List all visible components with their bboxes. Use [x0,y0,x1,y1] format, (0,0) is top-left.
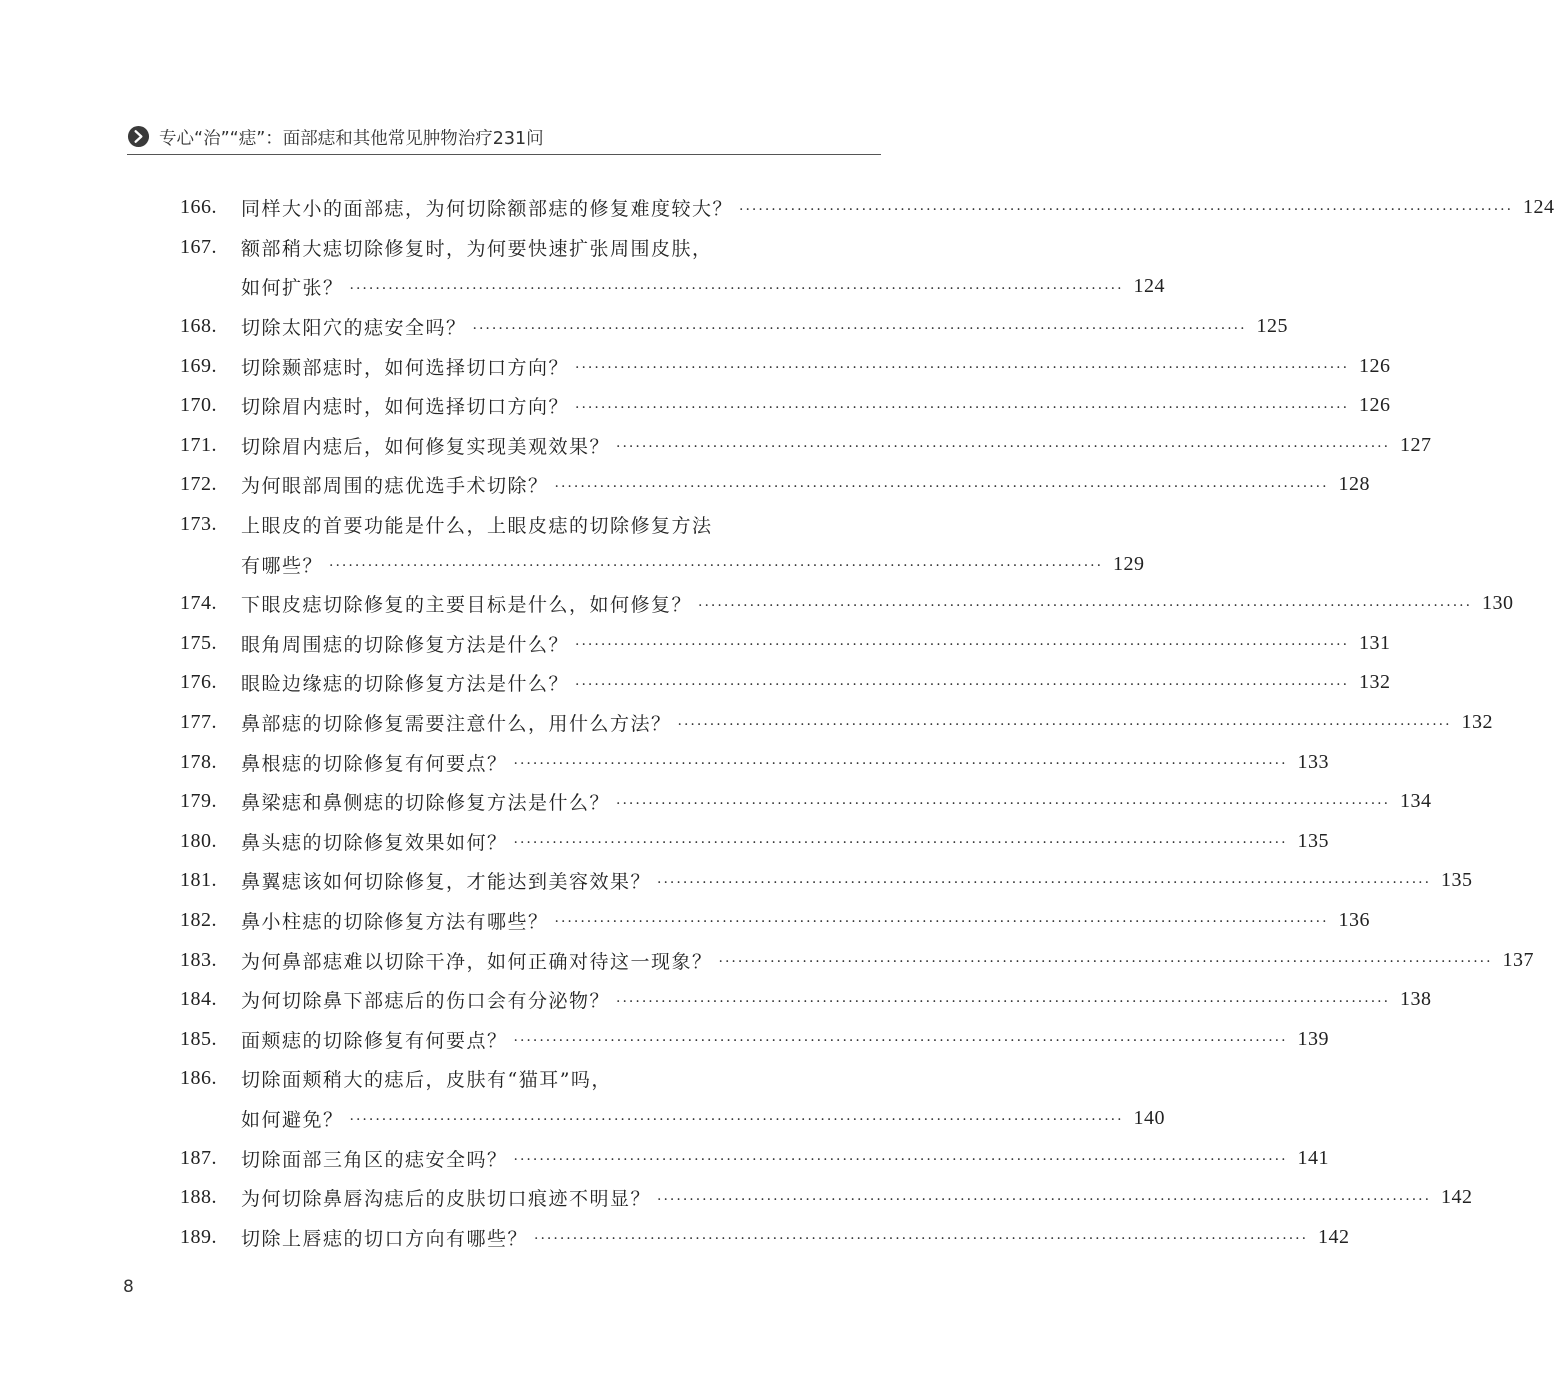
toc-entry-line[interactable] [180,465,1371,505]
toc-entry-title: 为何鼻部痣难以切除干净，如何正确对待这一现象？ [241,950,713,973]
toc-entry-title: 切除太阳穴的痣安全吗？ [241,317,467,340]
dot-leader: ························································································································ [575,637,1350,654]
toc-entry-title: 额部稍大痣切除修复时，为何要快速扩张周围皮肤， [241,237,713,260]
toc-entry-page: 125 [1256,315,1289,338]
toc-entry-line[interactable] [180,1019,1330,1059]
toc-entry-number: 178. [180,750,217,773]
toc-entry-page: 142 [1441,1186,1473,1209]
toc-entry-number: 184. [180,988,217,1011]
toc-entry-number: 166. [180,196,217,219]
toc-entry-number: 179. [180,790,217,813]
toc-entry-line[interactable] [180,346,1391,386]
toc-entry-line[interactable] [180,980,1432,1020]
toc-entry-line[interactable] [180,822,1330,862]
toc-entry-title: 上眼皮的首要功能是什么，上眼皮痣的切除修复方法 [241,515,713,538]
dot-leader: ························································································································ [554,478,1329,495]
dot-leader: ························································································································ [616,439,1391,456]
toc-entry-number: 188. [180,1186,217,1209]
dot-leader: ························································································································ [657,874,1432,891]
toc-entry-title: 下眼皮痣切除修复的主要目标是什么，如何修复？ [241,594,693,617]
toc-entry-title: 切除面颊稍大的痣后，皮肤有“猫耳”吗， [241,1069,612,1092]
toc-entry-title: 鼻部痣的切除修复需要注意什么，用什么方法？ [241,713,672,736]
toc-entry-line[interactable] [180,188,1555,228]
toc-entry-page: 124 [1133,275,1166,298]
book-title: 专心“治”“痣”：面部痣和其他常见肿物治疗231问 [159,129,544,149]
toc-entry-number: 180. [180,829,217,852]
toc-entry-line[interactable] [180,1178,1473,1218]
toc-entry-title: 面颊痣的切除修复有何要点？ [241,1029,508,1052]
toc-entry-page: 137 [1502,948,1535,971]
toc-entry-line[interactable] [180,861,1473,901]
toc-entry-title: 同样大小的面部痣，为何切除额部痣的修复难度较大？ [241,198,734,221]
dot-leader: ························································································································ [616,993,1391,1010]
toc-entry-number: 185. [180,1027,217,1050]
dot-leader: ························································································································ [677,716,1452,733]
toc-entry-line[interactable] [180,1217,1350,1257]
toc-entry-page: 140 [1133,1106,1166,1129]
dot-leader: ························································································································ [472,320,1247,337]
toc-entry-page: 134 [1400,790,1432,813]
toc-entry-page: 139 [1297,1027,1330,1050]
toc-entry-line[interactable] [180,1138,1330,1178]
toc-entry-number: 167. [180,235,217,258]
toc-entry-number: 173. [180,513,217,536]
dot-leader: ························································································································ [534,1231,1309,1248]
toc-entry-title: 为何眼部周围的痣优选手术切除？ [241,475,549,498]
dot-leader: ························································································································ [513,835,1288,852]
toc-entry-page: 130 [1482,592,1514,615]
toc-entry-line[interactable] [180,584,1514,624]
page-number: 8 [123,1277,134,1297]
toc-entry-page: 132 [1359,671,1391,694]
toc-entry-line[interactable] [180,544,1145,584]
dot-leader: ························································································································ [698,597,1473,614]
toc-entry-number: 182. [180,908,217,931]
toc-entry-title: 如何扩张？ [241,277,344,300]
toc-entry-title: 切除眉内痣后，如何修复实现美观效果？ [241,435,611,458]
dot-leader: ························································································································ [349,280,1124,297]
toc-entry-title: 鼻小柱痣的切除修复方法有哪些？ [241,910,549,933]
toc-entry-page: 128 [1338,473,1371,496]
toc-entry-title: 切除颞部痣时，如何选择切口方向？ [241,356,570,379]
toc-entry-page: 124 [1523,196,1555,219]
toc-entry-line[interactable] [180,703,1494,743]
toc-entry-line[interactable] [180,267,1166,307]
toc-entry-number: 168. [180,315,217,338]
toc-entry-title: 切除面部三角区的痣安全吗？ [241,1148,508,1171]
dot-leader: ························································································································ [616,795,1391,812]
toc-entry-number: 170. [180,394,217,417]
toc-entry-title: 鼻梁痣和鼻侧痣的切除修复方法是什么？ [241,792,611,815]
dot-leader: ························································································································ [513,1152,1288,1169]
running-header [127,124,881,155]
toc-entry-page: 131 [1359,631,1391,654]
toc-entry-title: 眼睑边缘痣的切除修复方法是什么？ [241,673,570,696]
dot-leader: ························································································································ [575,676,1350,693]
toc-entry-line[interactable] [180,228,880,268]
toc-entry-title: 切除眉内痣时，如何选择切口方向？ [241,396,570,419]
toc-entry-line[interactable] [180,940,1535,980]
toc-entry-page: 132 [1461,711,1494,734]
toc-entry-line[interactable] [180,505,880,545]
dot-leader: ························································································································ [575,399,1350,416]
toc-entry-number: 181. [180,869,217,892]
toc-entry-title: 眼角周围痣的切除修复方法是什么？ [241,633,570,656]
dot-leader: ························································································································ [718,954,1493,971]
toc-entry-title: 鼻翼痣该如何切除修复，才能达到美容效果？ [241,871,652,894]
toc-entry-number: 189. [180,1225,217,1248]
toc-entry-title: 为何切除鼻唇沟痣后的皮肤切口痕迹不明显？ [241,1188,652,1211]
toc-entry-line[interactable] [180,1059,880,1099]
toc-entry-line[interactable] [180,307,1289,347]
toc-entry-page: 127 [1400,433,1432,456]
toc-entry-line[interactable] [180,742,1330,782]
toc-entry-title: 有哪些？ [241,554,324,577]
toc-entry-line[interactable] [180,386,1391,426]
toc-entry-number: 183. [180,948,217,971]
toc-entry-line[interactable] [180,426,1432,466]
toc-entry-number: 174. [180,592,217,615]
toc-entry-page: 138 [1400,988,1432,1011]
toc-entry-line[interactable] [180,624,1391,664]
toc-entry-page: 136 [1338,908,1371,931]
dot-leader: ························································································································ [513,756,1288,773]
toc-entry-page: 135 [1441,869,1473,892]
toc-entry-page: 133 [1297,750,1330,773]
toc-entry-title: 如何避免？ [241,1108,344,1131]
toc-entry-number: 169. [180,354,217,377]
toc-entry-line[interactable] [180,901,1371,941]
toc-entry-number: 175. [180,631,217,654]
toc-entry-title: 鼻根痣的切除修复有何要点？ [241,752,508,775]
toc-entry-line[interactable] [180,663,1391,703]
toc-entry-page: 135 [1297,829,1330,852]
toc-entry-number: 177. [180,711,217,734]
toc-entry-page: 142 [1318,1225,1350,1248]
toc-entry-page: 126 [1359,394,1391,417]
chevron-right-circle-icon [127,125,150,148]
table-of-contents [180,188,1555,1257]
toc-entry-number: 186. [180,1067,217,1090]
toc-entry-title: 为何切除鼻下部痣后的伤口会有分泌物？ [241,990,611,1013]
dot-leader: ························································································································ [329,558,1104,575]
dot-leader: ························································································································ [575,360,1350,377]
dot-leader: ························································································································ [657,1191,1432,1208]
toc-entry-line[interactable] [180,1099,1166,1139]
dot-leader: ························································································································ [554,914,1329,931]
toc-entry-number: 187. [180,1146,217,1169]
toc-entry-page: 129 [1113,552,1145,575]
toc-entry-line[interactable] [180,782,1432,822]
toc-entry-page: 141 [1297,1146,1330,1169]
toc-entry-number: 172. [180,473,217,496]
dot-leader: ························································································································ [513,1033,1288,1050]
dot-leader: ························································································································ [739,201,1514,218]
toc-entry-title: 鼻头痣的切除修复效果如何？ [241,831,508,854]
toc-entry-number: 171. [180,433,217,456]
dot-leader: ························································································································ [349,1112,1124,1129]
toc-entry-title: 切除上唇痣的切口方向有哪些？ [241,1227,529,1250]
toc-entry-page: 126 [1359,354,1391,377]
toc-entry-number: 176. [180,671,217,694]
